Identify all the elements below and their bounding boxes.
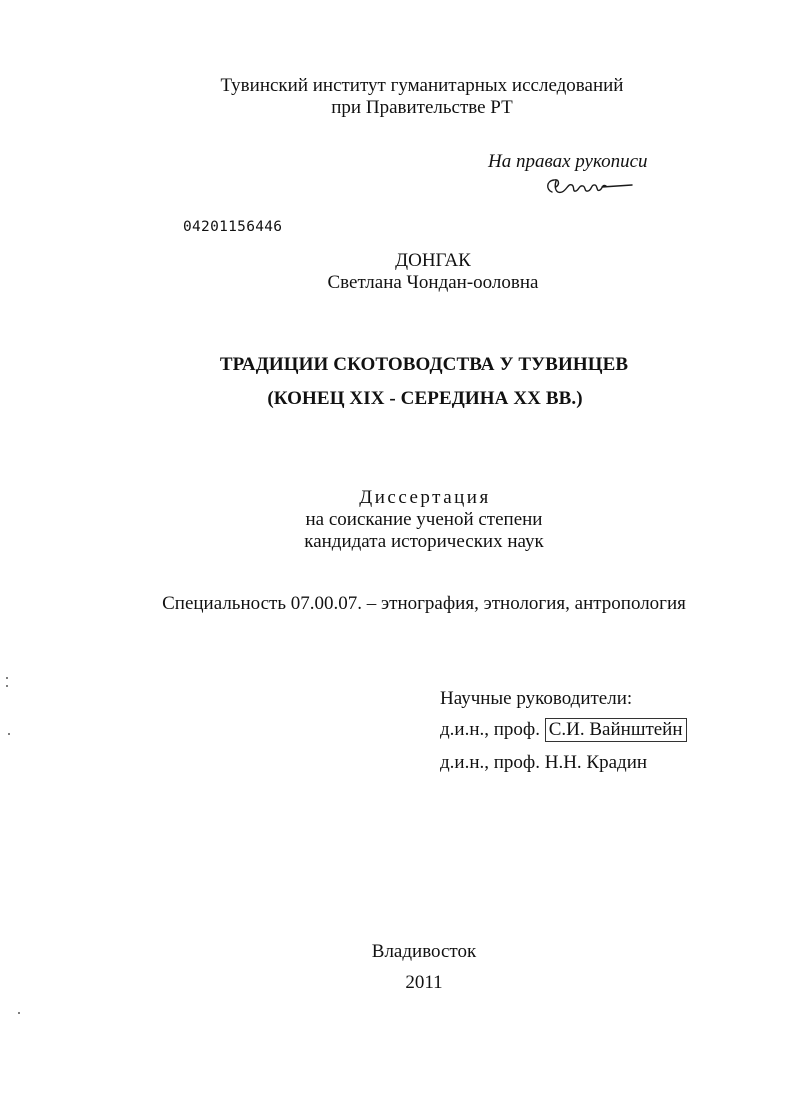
author-surname: ДОНГАК: [395, 250, 471, 271]
supervisor-degree: д.и.н., проф.: [440, 752, 540, 773]
document-genre: Диссертация: [359, 487, 491, 508]
dissertation-title-line2: (КОНЕЦ XIX - СЕРЕДИНА XX ВВ.): [267, 388, 583, 409]
scan-speck: [8, 733, 10, 735]
supervisor-name-boxed: С.И. Вайнштейн: [545, 718, 687, 742]
supervisors-heading: Научные руководители:: [440, 688, 633, 709]
scan-speck: [6, 685, 8, 687]
specialty-line: Специальность 07.00.07. – этнография, этнология, антропология: [162, 593, 686, 614]
institute-name-line1: Тувинский институт гуманитарных исследований: [220, 75, 624, 96]
scan-speck: [6, 677, 8, 679]
dissertation-title-line1: ТРАДИЦИИ СКОТОВОДСТВА У ТУВИНЦЕВ: [219, 354, 629, 375]
degree-line2: кандидата исторических наук: [304, 531, 544, 552]
supervisor-entry: [440, 718, 687, 742]
supervisor-entry: [440, 752, 647, 774]
year: 2011: [405, 972, 443, 993]
scan-speck: [18, 1012, 20, 1014]
city: Владивосток: [371, 941, 477, 962]
institute-name-line2: при Правительстве РТ: [331, 97, 513, 118]
manuscript-rights-note: На правах рукописи: [488, 151, 648, 172]
supervisor-degree: д.и.н., проф.: [440, 719, 540, 740]
supervisor-name: Н.Н. Крадин: [544, 752, 648, 773]
degree-line1: на соискание ученой степени: [305, 509, 543, 530]
author-given-names: Светлана Чондан-ооловна: [327, 272, 539, 293]
handwritten-signature: [542, 172, 634, 202]
document-code: 04201156446: [183, 219, 283, 235]
